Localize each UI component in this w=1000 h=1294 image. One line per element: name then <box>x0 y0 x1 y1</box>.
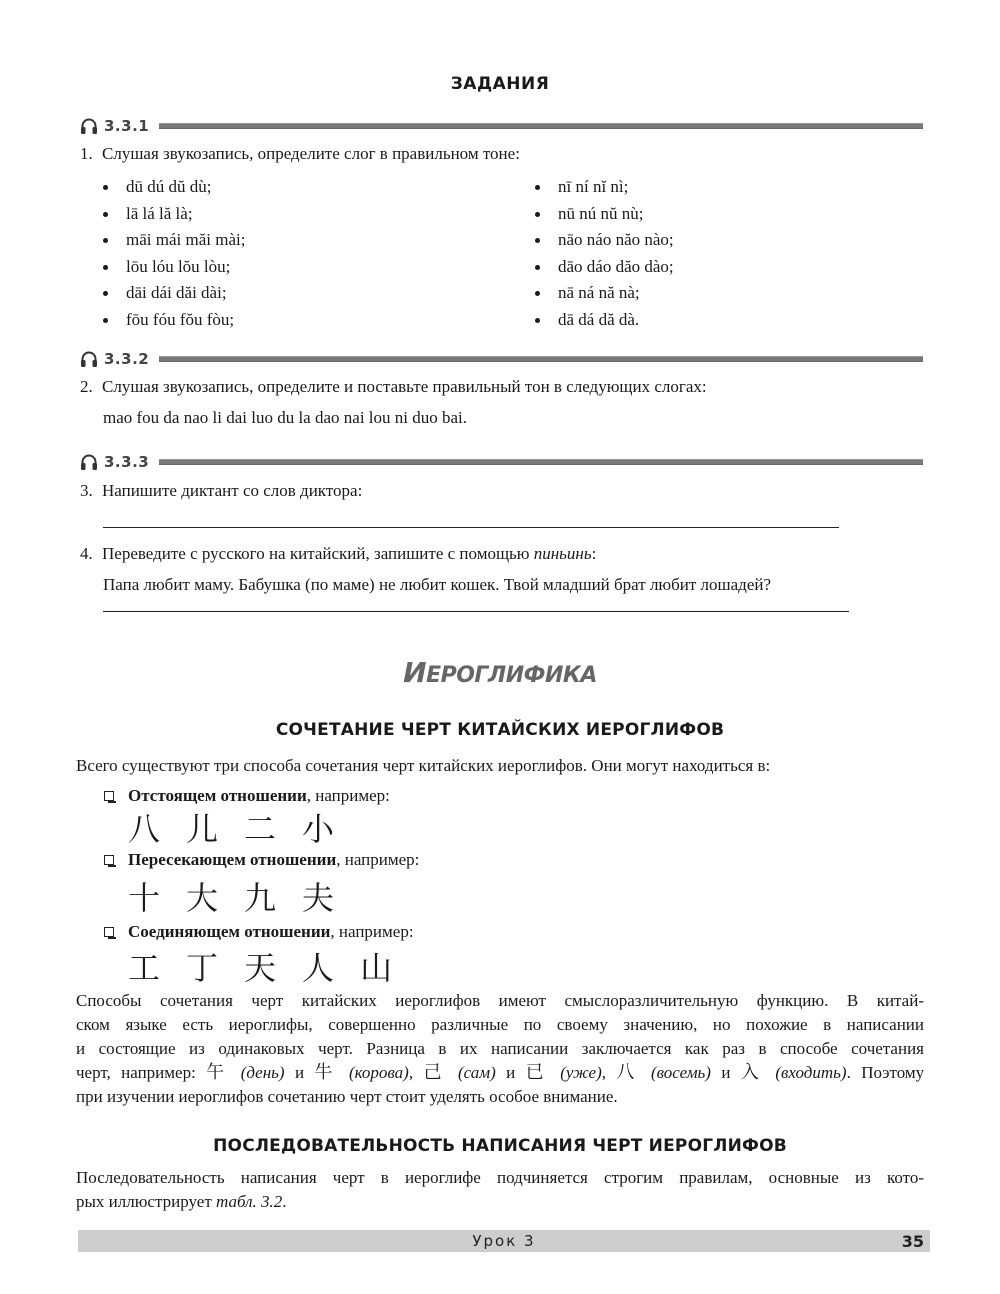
hanzi: 八 <box>616 1062 641 1083</box>
page-number: 35 <box>901 1231 924 1251</box>
hanzi-meaning: (восемь) <box>650 1063 711 1082</box>
list-item: dāo dáo dăo dào; <box>532 254 674 281</box>
translation-sentence: Папа любит маму. Бабушка (по маме) не любит кошек. Твой младший брат любит лошадей? <box>103 575 772 594</box>
hanzi: 天 <box>244 949 277 987</box>
syllables-line: mao fou da nao li dai luo du la dao nai lou ni duo bai. <box>103 408 468 427</box>
list-item: nū nú nŭ nù; <box>532 201 674 228</box>
hanzi: 午 <box>206 1062 231 1083</box>
audio-track-3-3-2[interactable] <box>80 348 923 370</box>
table-reference[interactable]: табл. 3.2 <box>216 1192 283 1211</box>
conjunction: и <box>495 1063 526 1082</box>
task-1 <box>80 143 520 165</box>
sequence-paragraph <box>76 1166 924 1214</box>
list-item: dū dú dŭ dù; <box>100 174 245 201</box>
headphones-icon <box>80 350 98 368</box>
hanzi: 小 <box>302 810 335 848</box>
lesson-label: Урок 3 <box>472 1232 536 1250</box>
relation-item-2 <box>104 850 419 870</box>
hanzi-examples-3 <box>128 943 392 989</box>
headphones-icon <box>80 453 98 471</box>
task-4 <box>80 543 596 565</box>
relation-suffix: , например: <box>336 850 420 869</box>
relation-suffix: , например: <box>306 786 390 805</box>
divider <box>159 123 923 129</box>
hanzi: 丁 <box>186 949 219 987</box>
page-footer <box>78 1230 930 1252</box>
list-item: nāo náo năo nào; <box>532 227 674 254</box>
syllable-list-left <box>100 174 245 333</box>
hanzi-meaning: (уже) <box>560 1063 602 1082</box>
paragraph-line: Последовательность написания черт в иероглифе подчиняется строгим правилам, основные из кото- <box>76 1168 924 1187</box>
hanzi: 九 <box>244 879 277 917</box>
hanzi: 已 <box>525 1062 550 1083</box>
relation-name: Отстоящем отношении <box>128 786 307 805</box>
heading-initial: И <box>403 656 427 689</box>
task-number: 2. <box>80 377 93 396</box>
checkbox-bullet-icon <box>104 855 114 865</box>
checkbox-bullet-icon <box>104 791 114 801</box>
hanzi: 二 <box>244 810 277 848</box>
task-3 <box>80 480 362 502</box>
task-number: 3. <box>80 481 93 500</box>
paragraph-line: Способы сочетания черт китайских иероглифов имеют смыслоразличительную функцию. В китай- <box>76 991 924 1010</box>
checkbox-bullet-icon <box>104 927 114 937</box>
hanzi: 儿 <box>186 810 219 848</box>
hanzi: 牛 <box>314 1062 339 1083</box>
list-item: lā lá lă là; <box>100 201 245 228</box>
relation-suffix: , например: <box>330 922 414 941</box>
body-paragraph <box>76 989 924 1109</box>
task-text: Напишите диктант со слов диктора: <box>102 481 363 500</box>
conjunction: и <box>284 1063 315 1082</box>
paragraph-line: при изучении иероглифов сочетанию черт стоит уделять особое внимание. <box>76 1087 618 1106</box>
hanzi: 夫 <box>302 879 335 917</box>
task-number: 1. <box>80 144 93 163</box>
separator: , <box>408 1063 424 1082</box>
headphones-icon <box>80 117 98 135</box>
paragraph-line: и состоящие из одинаковых черт. Разница в их написании заключается как раз в способе сочетания <box>76 1039 924 1058</box>
list-item: nī ní nĭ nì; <box>532 174 674 201</box>
task-2 <box>80 376 707 398</box>
hanzi: 十 <box>128 879 161 917</box>
hanzi: 己 <box>423 1062 448 1083</box>
track-number: 3.3.3 <box>104 453 150 471</box>
hanzi: 入 <box>740 1062 765 1083</box>
answer-line-task-4[interactable] <box>103 611 849 612</box>
examples-prefix: черт, например: <box>76 1063 207 1082</box>
hanzi: 八 <box>128 810 161 848</box>
subsection-title: ПОСЛЕДОВАТЕЛЬНОСТЬ НАПИСАНИЯ ЧЕРТ ИЕРОГЛИФОВ <box>213 1136 787 1156</box>
audio-track-3-3-1[interactable] <box>80 115 923 137</box>
chapter-heading <box>0 656 1000 689</box>
list-item: nā ná nă nà; <box>532 280 674 307</box>
hanzi: 大 <box>186 879 219 917</box>
track-number: 3.3.2 <box>104 350 150 368</box>
heading-rest: ЕРОГЛИФИКА <box>426 663 597 688</box>
task-text-italic: пиньинь <box>533 544 592 563</box>
section-title: ЗАДАНИЯ <box>450 74 550 94</box>
relation-item-3 <box>104 922 414 942</box>
list-item: lōu lóu lŏu lòu; <box>100 254 245 281</box>
hanzi: 人 <box>302 949 335 987</box>
relation-item-1 <box>104 786 390 806</box>
relation-name: Пересекающем отношении <box>128 850 337 869</box>
separator: . <box>846 1063 862 1082</box>
task-text: Слушая звукозапись, определите слог в правильном тоне: <box>102 144 520 163</box>
list-item: dā dá dă dà. <box>532 307 674 334</box>
audio-track-3-3-3[interactable] <box>80 451 923 473</box>
hanzi-meaning: (корова) <box>348 1063 409 1082</box>
answer-line-task-3[interactable] <box>103 527 839 528</box>
task-number: 4. <box>80 544 93 563</box>
relation-name: Соединяющем отношении <box>128 922 331 941</box>
paragraph-line <box>76 1190 924 1214</box>
intro-paragraph: Всего существуют три способа сочетания черт китайских иероглифов. Они могут находиться в: <box>76 756 771 775</box>
track-number: 3.3.1 <box>104 117 150 135</box>
list-item: māi mái măi mài; <box>100 227 245 254</box>
divider <box>159 356 923 362</box>
conjunction: и <box>710 1063 741 1082</box>
list-item: fōu fóu fŏu fòu; <box>100 307 245 334</box>
hanzi-meaning: (день) <box>240 1063 285 1082</box>
examples-line <box>76 1061 924 1085</box>
hanzi-examples-2 <box>128 873 334 919</box>
hanzi-examples-1 <box>128 804 334 850</box>
hanzi-meaning: (сам) <box>458 1063 496 1082</box>
task-text: Слушая звукозапись, определите и поставьте правильный тон в следующих слогах: <box>102 377 707 396</box>
list-item: dāi dái dăi dài; <box>100 280 245 307</box>
separator: , <box>601 1063 617 1082</box>
hanzi: 山 <box>360 949 393 987</box>
text: рых иллюстрирует <box>76 1192 216 1211</box>
divider <box>159 459 923 465</box>
syllable-list-right <box>532 174 674 333</box>
subsection-title: СОЧЕТАНИЕ ЧЕРТ КИТАЙСКИХ ИЕРОГЛИФОВ <box>275 720 725 740</box>
examples-suffix: Поэтому <box>861 1063 925 1082</box>
task-text-colon: : <box>591 544 597 563</box>
task-text: Переведите с русского на китайский, запишите с помощью <box>102 544 534 563</box>
paragraph-line: ском языке есть иероглифы, совершенно различные по своему значению, но похожие в написании <box>76 1015 924 1034</box>
text: . <box>282 1192 287 1211</box>
hanzi-meaning: (входить) <box>775 1063 847 1082</box>
hanzi: 工 <box>128 949 161 987</box>
